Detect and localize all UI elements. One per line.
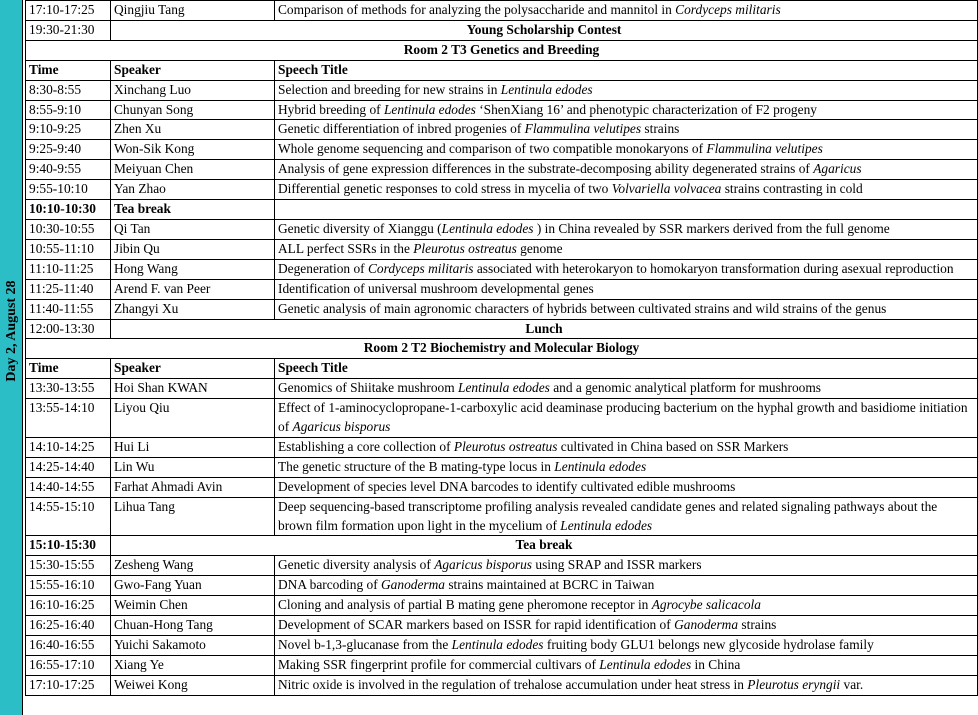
day-label: Day 2, August 28 bbox=[4, 280, 19, 382]
speaker-cell: Xiang Ye bbox=[111, 655, 275, 675]
title-text: Cloning and analysis of partial B mating gene pheromone receptor in bbox=[278, 597, 652, 613]
time-cell: 10:30-10:55 bbox=[26, 219, 111, 239]
talk-row bbox=[26, 457, 978, 477]
speaker-header: Speaker bbox=[111, 60, 275, 80]
talk-row bbox=[26, 636, 978, 656]
title-cell bbox=[275, 576, 978, 596]
session-time: 12:00-13:30 bbox=[26, 319, 111, 339]
time-cell: 17:10-17:25 bbox=[26, 1, 111, 21]
title-text: Genetic analysis of main agronomic characters of hybrids between cultivated strains and wild strains of the genus bbox=[278, 300, 887, 316]
speaker-cell: Yuichi Sakamoto bbox=[111, 636, 275, 656]
title-text: using SRAP and ISSR markers bbox=[532, 557, 702, 573]
talk-row bbox=[26, 279, 978, 299]
title-text: ALL perfect SSRs in the bbox=[278, 240, 414, 256]
title-cell bbox=[275, 120, 978, 140]
title-text: var. bbox=[840, 676, 864, 692]
speaker-cell: Jibin Qu bbox=[111, 239, 275, 259]
speaker-cell: Qi Tan bbox=[111, 219, 275, 239]
title-cell bbox=[275, 497, 978, 536]
talk-row bbox=[26, 379, 978, 399]
species-name: Cordyceps militaris bbox=[367, 260, 474, 276]
time-cell: 9:40-9:55 bbox=[26, 160, 111, 180]
title-cell bbox=[275, 457, 978, 477]
speaker-cell: Liyou Qiu bbox=[111, 399, 275, 438]
title-text: Genetic diversity analysis of bbox=[278, 557, 435, 573]
title-text: Nitric oxide is involved in the regulation of trehalose accumulation under heat stress in bbox=[278, 676, 748, 692]
room-heading: Room 2 T3 Genetics and Breeding bbox=[26, 40, 978, 60]
break-time: 15:10-15:30 bbox=[26, 536, 111, 556]
title-text: Genetic differentiation of inbred progenies of bbox=[278, 121, 525, 137]
title-cell bbox=[275, 259, 978, 279]
title-text: strains contrasting in cold bbox=[721, 181, 863, 197]
talk-row bbox=[26, 576, 978, 596]
speaker-cell: Hui Li bbox=[111, 437, 275, 457]
talk-row bbox=[26, 299, 978, 319]
title-header: Speech Title bbox=[275, 60, 978, 80]
speaker-cell: Chuan-Hong Tang bbox=[111, 616, 275, 636]
title-text: Whole genome sequencing and comparison of two compatible monokaryons of bbox=[278, 141, 707, 157]
species-name: Pleurotus ostreatus bbox=[413, 240, 517, 256]
title-cell bbox=[275, 180, 978, 200]
species-name: Lentinula edodes bbox=[383, 101, 476, 117]
break-empty bbox=[275, 200, 978, 220]
speaker-cell: Weiwei Kong bbox=[111, 675, 275, 695]
title-text: Identification of universal mushroom developmental genes bbox=[278, 280, 594, 296]
speaker-cell: Weimin Chen bbox=[111, 596, 275, 616]
talk-row bbox=[26, 120, 978, 140]
title-cell bbox=[275, 140, 978, 160]
title-text: and a genomic analytical platform for mushrooms bbox=[549, 380, 821, 396]
title-text: in China bbox=[691, 656, 741, 672]
time-cell: 9:25-9:40 bbox=[26, 140, 111, 160]
title-text: strains maintained at BCRC in Taiwan bbox=[445, 577, 655, 593]
speaker-cell: Arend F. van Peer bbox=[111, 279, 275, 299]
title-text: The genetic structure of the B mating-type locus in bbox=[278, 458, 555, 474]
talk-row bbox=[26, 655, 978, 675]
species-name: Agaricus bisporus bbox=[434, 557, 533, 573]
talk-row bbox=[26, 239, 978, 259]
talk-row bbox=[26, 616, 978, 636]
time-cell: 14:25-14:40 bbox=[26, 457, 111, 477]
species-name: Lentinula edodes bbox=[441, 220, 534, 236]
title-text: genome bbox=[516, 240, 563, 256]
talk-row bbox=[26, 596, 978, 616]
species-name: Agrocybe salicacola bbox=[651, 597, 761, 613]
talk-row bbox=[26, 140, 978, 160]
title-cell bbox=[275, 1, 978, 21]
break-label: Tea break bbox=[111, 200, 275, 220]
title-cell bbox=[275, 100, 978, 120]
title-text: Genetic diversity of Xianggu ( bbox=[278, 220, 442, 236]
title-text: Deep sequencing-based transcriptome profiling analysis revealed candidate genes and related signaling pathways about the brown film formation upon light in the mycelium of bbox=[278, 498, 938, 533]
time-cell: 15:55-16:10 bbox=[26, 576, 111, 596]
title-cell bbox=[275, 399, 978, 438]
title-text: Comparison of methods for analyzing the polysaccharide and mannitol in bbox=[278, 2, 676, 17]
time-cell: 13:30-13:55 bbox=[26, 379, 111, 399]
species-name: Volvariella volvacea bbox=[611, 181, 722, 197]
room-heading: Room 2 T2 Biochemistry and Molecular Biology bbox=[26, 339, 978, 359]
time-cell: 16:10-16:25 bbox=[26, 596, 111, 616]
species-name: Lentinula edodes bbox=[554, 458, 647, 474]
talk-row bbox=[26, 160, 978, 180]
title-cell bbox=[275, 80, 978, 100]
time-header: Time bbox=[26, 60, 111, 80]
talk-row bbox=[26, 100, 978, 120]
title-cell bbox=[275, 299, 978, 319]
title-cell bbox=[275, 239, 978, 259]
talk-row bbox=[26, 1, 978, 21]
title-text: Genomics of Shiitake mushroom bbox=[278, 380, 459, 396]
time-cell: 15:30-15:55 bbox=[26, 556, 111, 576]
title-text: Effect of 1-aminocyclopropane-1-carboxylic acid deaminase producing bacterium on the hyphal growth and basidiome initiation of bbox=[278, 400, 968, 435]
schedule-table bbox=[25, 0, 978, 696]
title-text: strains bbox=[641, 121, 680, 137]
species-name: Lentinula edodes bbox=[451, 637, 544, 652]
title-text: Degeneration of bbox=[278, 260, 368, 276]
break-row bbox=[26, 200, 978, 220]
column-header-row bbox=[26, 60, 978, 80]
title-text: Development of SCAR markers based on ISSR for rapid identification of bbox=[278, 617, 675, 633]
column-header-row bbox=[26, 359, 978, 379]
title-cell bbox=[275, 655, 978, 675]
talk-row bbox=[26, 399, 978, 438]
title-text: associated with heterokaryon to homokaryon transformation during asexual reproduction bbox=[473, 260, 954, 276]
time-cell: 9:55-10:10 bbox=[26, 180, 111, 200]
title-text: ‘ShenXiang 16’ and phenotypic characterization of F2 progeny bbox=[475, 101, 817, 117]
title-cell bbox=[275, 556, 978, 576]
species-name: Pleurotus ostreatus bbox=[453, 438, 558, 454]
speaker-cell: Lihua Tang bbox=[111, 497, 275, 536]
time-cell: 8:30-8:55 bbox=[26, 80, 111, 100]
talk-row bbox=[26, 675, 978, 695]
species-name: Lentinula edodes bbox=[500, 81, 593, 97]
title-text: Differential genetic responses to cold stress in mycelia of two bbox=[278, 181, 612, 197]
species-name: Lentinula edodes bbox=[458, 380, 550, 396]
species-name: Agaricus bisporus bbox=[292, 419, 391, 435]
time-cell: 16:55-17:10 bbox=[26, 655, 111, 675]
title-text: fruiting body GLU1 belongs new glycoside hydrolase family bbox=[543, 637, 874, 652]
title-text: cultivated in China based on SSR Markers bbox=[557, 438, 789, 454]
speaker-cell: Meiyuan Chen bbox=[111, 160, 275, 180]
time-cell: 11:10-11:25 bbox=[26, 259, 111, 279]
title-text: DNA barcoding of bbox=[278, 577, 382, 593]
speaker-cell: Zhen Xu bbox=[111, 120, 275, 140]
time-cell: 14:40-14:55 bbox=[26, 477, 111, 497]
session-time: 19:30-21:30 bbox=[26, 20, 111, 40]
speaker-cell: Xinchang Luo bbox=[111, 80, 275, 100]
title-cell bbox=[275, 596, 978, 616]
title-cell bbox=[275, 279, 978, 299]
break-label: Tea break bbox=[111, 536, 978, 556]
time-cell: 14:10-14:25 bbox=[26, 437, 111, 457]
title-cell bbox=[275, 437, 978, 457]
talk-row bbox=[26, 219, 978, 239]
speaker-cell: Gwo-Fang Yuan bbox=[111, 576, 275, 596]
time-cell: 13:55-14:10 bbox=[26, 399, 111, 438]
species-name: Ganoderma bbox=[381, 577, 445, 593]
time-cell: 10:55-11:10 bbox=[26, 239, 111, 259]
title-cell bbox=[275, 477, 978, 497]
title-text: Development of species level DNA barcodes to identify cultivated edible mushrooms bbox=[278, 478, 736, 494]
species-name: Pleurotus eryngii bbox=[747, 676, 841, 692]
talk-row bbox=[26, 180, 978, 200]
speaker-cell: Hoi Shan KWAN bbox=[111, 379, 275, 399]
title-text: Selection and breeding for new strains in bbox=[278, 81, 501, 97]
title-text: Making SSR fingerprint profile for commercial cultivars of bbox=[278, 656, 600, 672]
title-header: Speech Title bbox=[275, 359, 978, 379]
talk-row bbox=[26, 259, 978, 279]
time-cell: 16:40-16:55 bbox=[26, 636, 111, 656]
speaker-cell: Won-Sik Kong bbox=[111, 140, 275, 160]
title-text: Hybrid breeding of bbox=[278, 101, 384, 117]
room-heading-row bbox=[26, 339, 978, 359]
title-text: strains bbox=[738, 617, 777, 633]
time-cell: 17:10-17:25 bbox=[26, 675, 111, 695]
species-name: Cordyceps militaris bbox=[675, 2, 781, 17]
title-text: Analysis of gene expression differences in the substrate-decomposing ability degenerated strains of bbox=[278, 161, 814, 177]
time-cell: 14:55-15:10 bbox=[26, 497, 111, 536]
talk-row bbox=[26, 80, 978, 100]
species-name: Flammulina velutipes bbox=[706, 141, 823, 157]
time-header: Time bbox=[26, 359, 111, 379]
title-cell bbox=[275, 379, 978, 399]
species-name: Lentinula edodes bbox=[599, 656, 692, 672]
speaker-cell: Zesheng Wang bbox=[111, 556, 275, 576]
break-time: 10:10-10:30 bbox=[26, 200, 111, 220]
species-name: Agaricus bbox=[813, 161, 862, 177]
talk-row bbox=[26, 437, 978, 457]
talk-row bbox=[26, 497, 978, 536]
species-name: Ganoderma bbox=[674, 617, 739, 633]
session-row bbox=[26, 20, 978, 40]
speaker-cell: Lin Wu bbox=[111, 457, 275, 477]
time-cell: 16:25-16:40 bbox=[26, 616, 111, 636]
speaker-cell: Zhangyi Xu bbox=[111, 299, 275, 319]
talk-row bbox=[26, 556, 978, 576]
title-text: Establishing a core collection of bbox=[278, 438, 454, 454]
time-cell: 11:25-11:40 bbox=[26, 279, 111, 299]
title-cell bbox=[275, 636, 978, 656]
room-heading-row bbox=[26, 40, 978, 60]
speaker-cell: Qingjiu Tang bbox=[111, 1, 275, 21]
break-row bbox=[26, 536, 978, 556]
time-cell: 8:55-9:10 bbox=[26, 100, 111, 120]
session-label: Lunch bbox=[111, 319, 978, 339]
title-cell bbox=[275, 219, 978, 239]
session-row bbox=[26, 319, 978, 339]
time-cell: 9:10-9:25 bbox=[26, 120, 111, 140]
title-text: Novel b-1,3-glucanase from the bbox=[278, 637, 452, 652]
title-cell bbox=[275, 160, 978, 180]
title-text: ) in China revealed by SSR markers derived from the full genome bbox=[533, 220, 890, 236]
title-cell bbox=[275, 675, 978, 695]
day-sidebar bbox=[0, 0, 23, 715]
speaker-cell: Farhat Ahmadi Avin bbox=[111, 477, 275, 497]
talk-row bbox=[26, 477, 978, 497]
title-cell bbox=[275, 616, 978, 636]
session-label: Young Scholarship Contest bbox=[111, 20, 978, 40]
species-name: Lentinula edodes bbox=[560, 517, 653, 533]
species-name: Flammulina velutipes bbox=[524, 121, 642, 137]
time-cell: 11:40-11:55 bbox=[26, 299, 111, 319]
speaker-cell: Chunyan Song bbox=[111, 100, 275, 120]
speaker-header: Speaker bbox=[111, 359, 275, 379]
speaker-cell: Yan Zhao bbox=[111, 180, 275, 200]
speaker-cell: Hong Wang bbox=[111, 259, 275, 279]
